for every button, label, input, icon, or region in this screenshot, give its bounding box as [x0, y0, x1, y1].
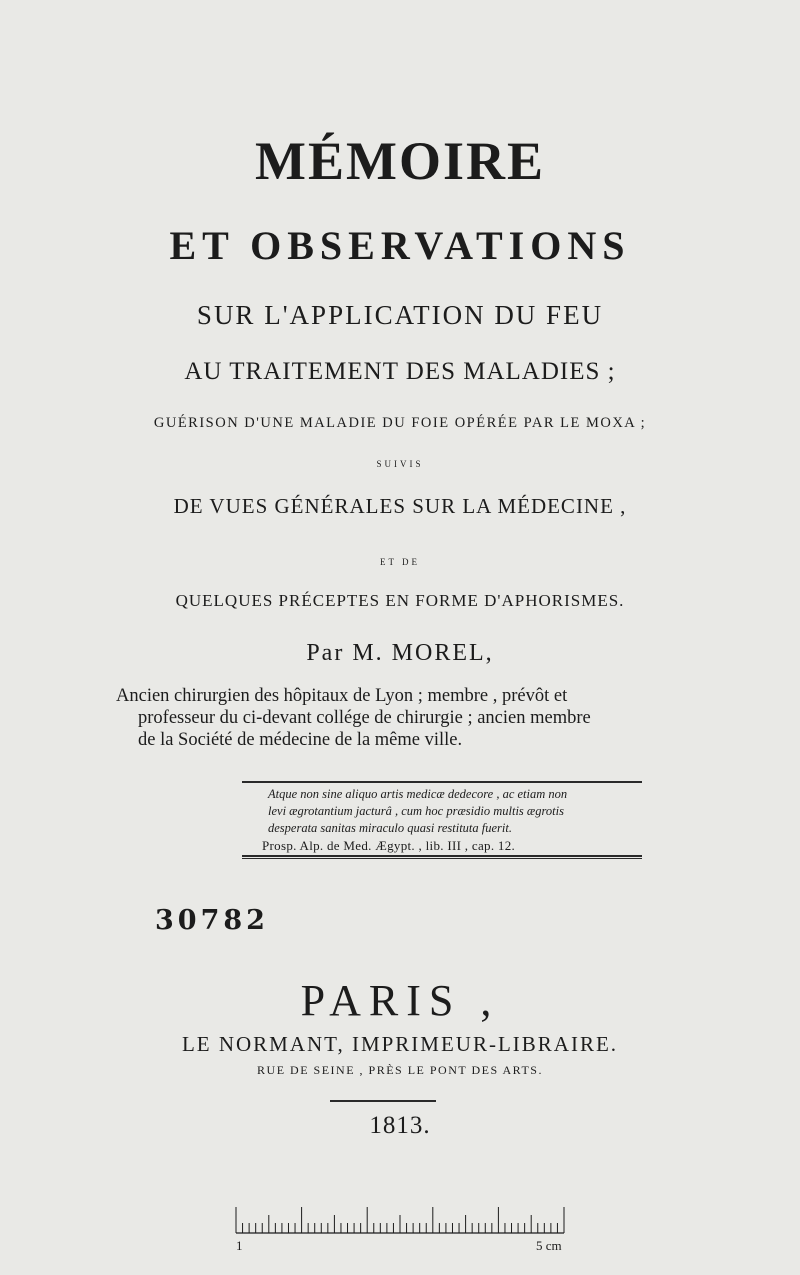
imprint-city: PARIS , [300, 976, 500, 1025]
author-byline: Par M. MOREL, [306, 640, 494, 666]
epigraph-line: Atque non sine aliquo artis medicæ dedecore , ac etiam non [268, 787, 568, 801]
epigraph [268, 786, 648, 837]
imprint-rule [330, 1100, 436, 1102]
epigraph-source: Prosp. Alp. de Med. Ægypt. , lib. III , cap. 12. [262, 838, 516, 853]
subtitle-preceptes: QUELQUES PRÉCEPTES EN FORME D'APHORISMES. [175, 591, 625, 610]
credentials-line: de la Société de médecine de la même ville. [138, 730, 463, 750]
scale-bar [232, 1205, 572, 1253]
epigraph-top-rule [242, 781, 642, 783]
scale-end-label: 5 cm [536, 1238, 562, 1253]
library-stamp-number: 30782 [155, 905, 269, 936]
author-credentials [116, 685, 651, 751]
credentials-line: professeur du ci-devant collége de chirurgie ; ancien membre [138, 708, 591, 728]
subtitle-guerison: GUÉRISON D'UNE MALADIE DU FOIE OPÉRÉE PAR LE MOXA ; [153, 415, 647, 431]
connector-et-de: ET DE [379, 557, 421, 567]
connector-suivis: SUIVIS [376, 459, 424, 469]
subtitle-observations: ET OBSERVATIONS [169, 223, 631, 268]
credentials-line: Ancien chirurgien des hôpitaux de Lyon ; membre , prévôt et [116, 686, 568, 706]
subtitle-application: SUR L'APPLICATION DU FEU [196, 300, 604, 330]
epigraph-line: levi ægrotantium jacturâ , cum hoc præsidio multis ægrotis [268, 804, 564, 818]
scale-start-label: 1 [236, 1238, 243, 1253]
scale-bar-ruler [232, 1205, 572, 1237]
epigraph-bottom-rule-thin [242, 858, 642, 859]
imprint-publisher: LE NORMANT, IMPRIMEUR-LIBRAIRE. [181, 1032, 619, 1056]
subtitle-vues: DE VUES GÉNÉRALES SUR LA MÉDECINE , [173, 494, 627, 518]
epigraph-bottom-rule [242, 855, 642, 857]
main-title: MÉMOIRE [255, 131, 545, 191]
imprint-year: 1813. [369, 1112, 431, 1139]
epigraph-line: desperata sanitas miraculo quasi restituta fuerit. [268, 821, 512, 835]
imprint-address: RUE DE SEINE , PRÈS LE PONT DES ARTS. [257, 1063, 543, 1077]
subtitle-traitement: AU TRAITEMENT DES MALADIES ; [184, 358, 616, 385]
